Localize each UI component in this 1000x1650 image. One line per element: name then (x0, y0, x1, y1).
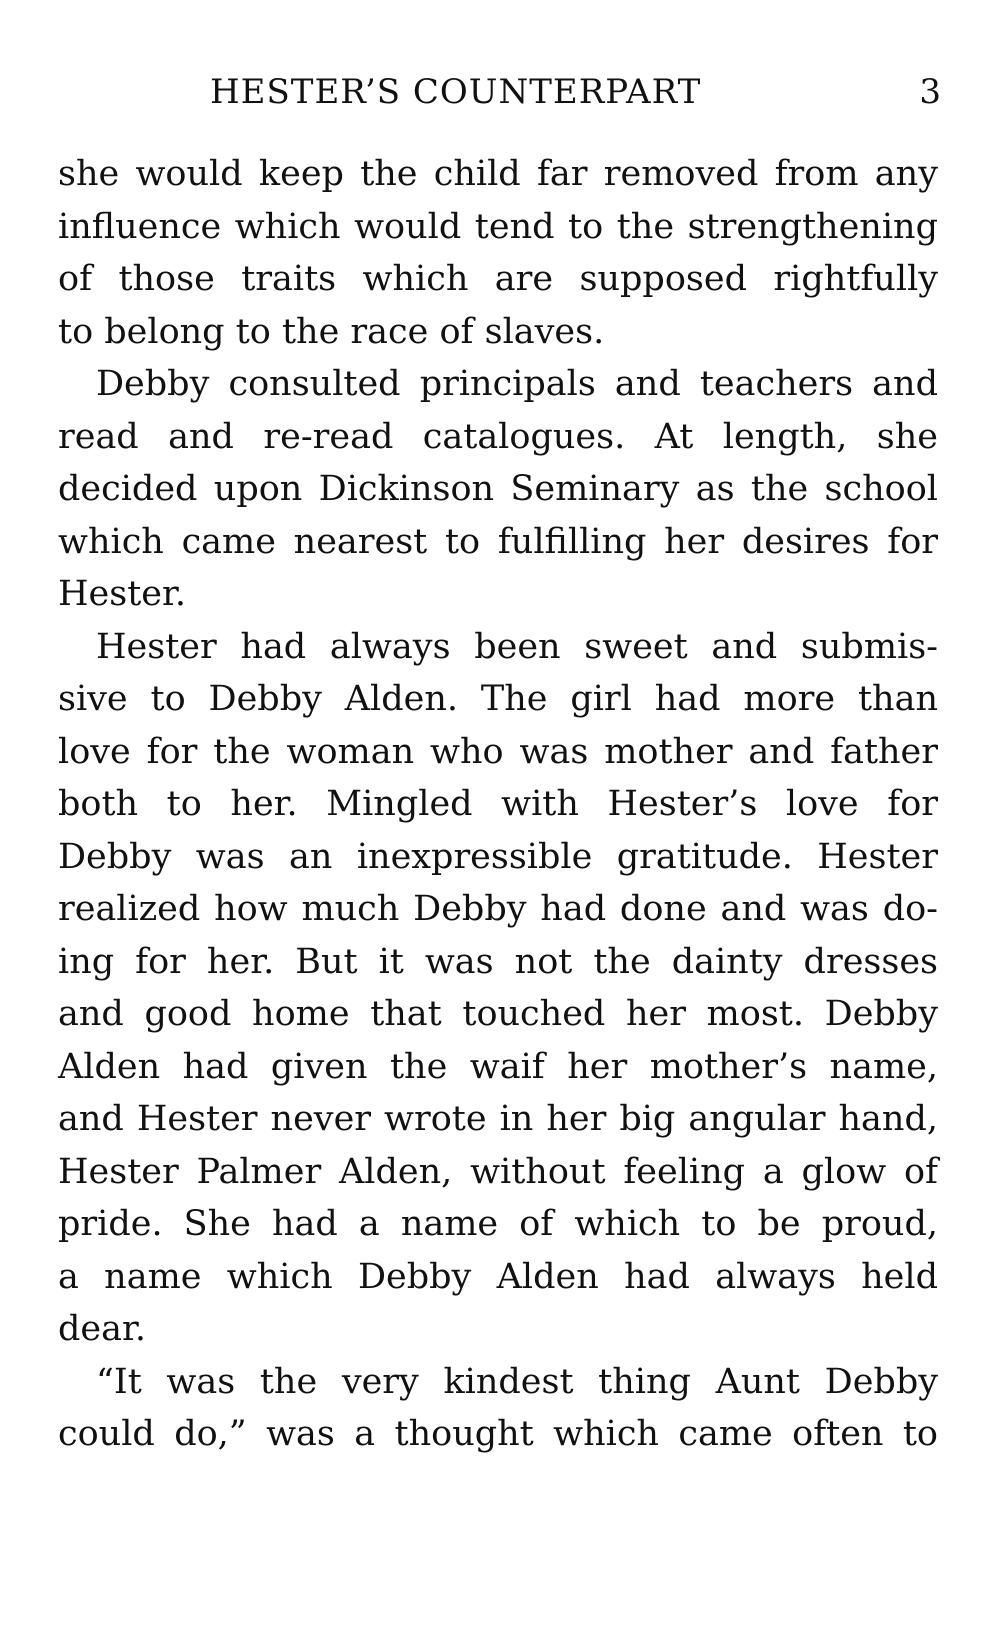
text-line: and Hester never wrote in her big angular hand, (58, 1099, 938, 1139)
paragraph-3 (58, 621, 938, 1356)
paragraph-4 (58, 1356, 938, 1461)
paragraph-1 (58, 148, 938, 358)
text-line: read and re-read catalogues. At length, she (58, 416, 938, 457)
running-head (0, 72, 1000, 122)
text-line: ing for her. But it was not the dainty dresses (58, 941, 938, 982)
text-line: could do,” was a thought which came often to (58, 1414, 938, 1454)
text-line: decided upon Dickinson Seminary as the school (58, 469, 938, 509)
text-line: Hester Palmer Alden, without feeling a glow of (58, 1151, 938, 1192)
text-line: dear. (58, 1309, 146, 1349)
text-line: influence which would tend to the strengthening (58, 206, 938, 247)
text-line: a name which Debby Alden had always held (58, 1256, 938, 1297)
text-line: Debby was an inexpressible gratitude. Hester (58, 836, 938, 877)
text-line: sive to Debby Alden. The girl had more than (58, 679, 938, 719)
text-line: realized how much Debby had done and was do- (58, 889, 938, 929)
text-line: of those traits which are supposed rightfully (58, 259, 938, 299)
body-text (58, 148, 938, 1461)
text-line: “It was the very kindest thing Aunt Debby (96, 1361, 938, 1402)
text-line: she would keep the child far removed from any (58, 154, 938, 194)
text-line: to belong to the race of slaves. (58, 311, 605, 352)
text-line: Hester. (58, 574, 186, 614)
text-line: Debby consulted principals and teachers and (96, 364, 938, 404)
text-line: love for the woman who was mother and father (58, 731, 938, 772)
running-title: HESTER’S COUNTERPART (210, 72, 702, 112)
text-line: pride. She had a name of which to be proud, (58, 1204, 938, 1244)
text-line: which came nearest to fulfilling her desires for (58, 521, 938, 562)
page-number: 3 (919, 72, 942, 112)
text-line: both to her. Mingled with Hester’s love for (58, 784, 938, 824)
text-line: Hester had always been sweet and submis- (96, 626, 938, 667)
paragraph-2 (58, 358, 938, 621)
text-line: Alden had given the waif her mother’s name, (58, 1046, 938, 1087)
text-line: and good home that touched her most. Debby (58, 994, 938, 1034)
